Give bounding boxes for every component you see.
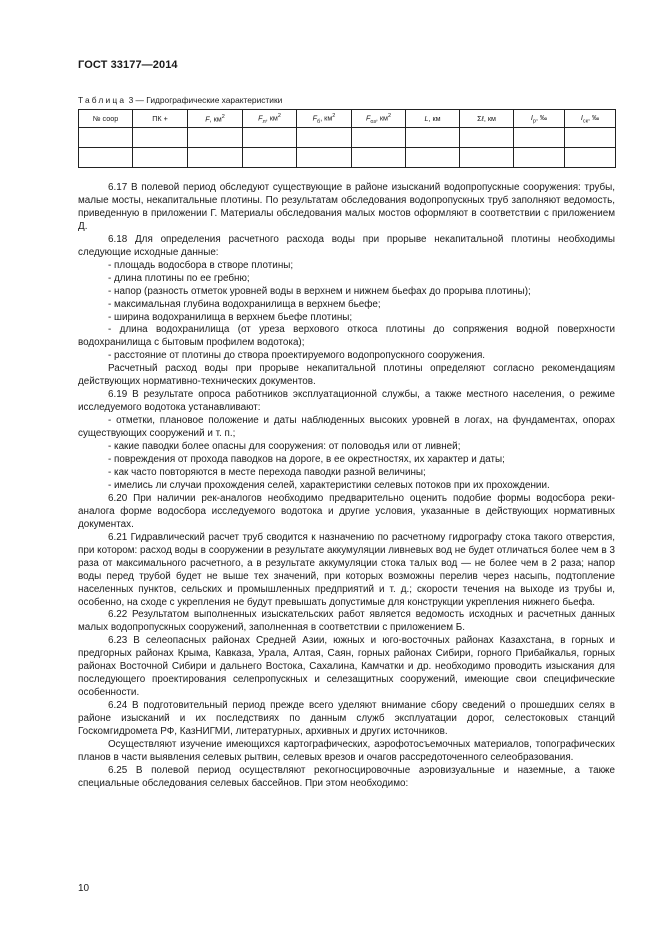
- col-header-swamp-area: $F_б$, $км^2$: [297, 110, 352, 128]
- table-cell: [460, 128, 514, 148]
- paragraph: Расчетный расход воды при прорыве некапитальной плотины определяют согласно рекомендациям действующих нормативно-технических документов.: [78, 363, 615, 388]
- paragraph: 6.21 Гидравлический расчет труб сводится к назначению по расчетному гидрографу стока такого отверстия, при котором: расход воды в сооружении в результате аккумуляции ливневых вод не будет отличаться более чем в 3 раза от максимального расчетного, а в результате аккумуляции стока талых вод — не более чем в 2 раза; напор воды перед трубой будет не выше тех значений, при которых возможны перелив через насыпь, подтопление населенных пунктов, сельских и промышленных предприятий и т. д.; скорости течения на выходе из трубы и, особенно, на сходе с укрепления не будут превышать допустимые для конструкции укрепления нижнего бьефа.: [78, 531, 615, 608]
- table-cell: [243, 148, 297, 168]
- col-header-length: L, км: [406, 110, 460, 128]
- table-cell: [565, 148, 616, 168]
- list-item: - напор (разность отметок уровней воды в верхнем и нижнем бьефах до прорыва плотины);: [108, 285, 531, 297]
- col-header-picket: ПК +: [133, 110, 188, 128]
- col-header-catchment-area: F, $км^2$: [188, 110, 243, 128]
- table-cell: [133, 148, 188, 168]
- body-text: [78, 182, 615, 791]
- table-cell: [460, 148, 514, 168]
- table-cell: [243, 128, 297, 148]
- paragraph: 6.24 В подготовительный период прежде всего уделяют внимание сбору сведений о прошедших селях в районе изысканий и их последствиях по данным служб эксплуатации дорог, селестоковых станций Госкомгидромета РФ, КазНИГМИ, литературных, архивных и других источников.: [78, 700, 615, 738]
- table-cell: [514, 148, 565, 168]
- list-item: - имелись ли случаи прохождения селей, характеристики селевых потоков при их прохождении.: [108, 479, 550, 491]
- col-header-sum-length: Σℓ, км: [460, 110, 514, 128]
- paragraph: 6.22 Результатом выполненных изыскательских работ является ведомость исходных и расчетных данных малых водопропускных сооружений, заполненная в соответствии с приложением Б.: [78, 609, 615, 634]
- table-header-row: [79, 110, 616, 128]
- page-number: 10: [78, 883, 90, 894]
- paragraph: 6.19 В результате опроса работников эксплуатационной службы, а также местного населения, о режиме исследуемого водотока устанавливают:: [78, 389, 615, 414]
- table-cell: [79, 148, 133, 168]
- list-item: - расстояние от плотины до створа проектируемого водопропускного сооружения.: [108, 350, 486, 362]
- table-cell: [297, 148, 352, 168]
- table-cell: [188, 128, 243, 148]
- list-item: - как часто повторяются в месте перехода паводки разной величины;: [108, 466, 426, 478]
- hydrographic-table: [78, 109, 616, 168]
- table-cell: [133, 128, 188, 148]
- list-item: - максимальная глубина водохранилища в верхнем бьефе;: [108, 298, 381, 310]
- table-cell: [406, 128, 460, 148]
- col-header-lake-area: $F_{оз}$, $км^2$: [352, 110, 406, 128]
- list-item: - повреждения от прохода паводков на дороге, в ее окрестностях, их характер и даты;: [108, 454, 505, 466]
- table-cell: [406, 148, 460, 168]
- table-cell: [352, 128, 406, 148]
- paragraph: 6.17 В полевой период обследуют существующие в районе изысканий водопропускные сооружения: трубы, малые мосты, некапитальные плотины. По результатам обследования водопропускных труб заполняют ведомость, приведенную в приложении Г. Материалы обследования малых мостов оформляют в соответствии с приложением Д.: [78, 182, 615, 232]
- table-cell: [565, 128, 616, 148]
- col-header-structure-number: № соор: [79, 110, 133, 128]
- table-row: [79, 128, 616, 148]
- col-header-river-slope: $I_р$, ‰: [514, 110, 565, 128]
- table-cell: [514, 128, 565, 148]
- list-item: - длина плотины по ее гребню;: [108, 272, 250, 284]
- table-caption-title: 3 — Гидрографические характеристики: [126, 95, 283, 105]
- table-cell: [352, 148, 406, 168]
- list-item: - какие паводки более опасны для сооружения: от половодья или от ливней;: [108, 441, 461, 453]
- table-cell: [188, 148, 243, 168]
- paragraph: Осуществляют изучение имеющихся картографических, аэрофотосъемочных материалов, топографических планов в части выявления селевых рытвин, селевых врезов и очагов рассредоточенного селеобразования.: [78, 738, 615, 763]
- table-caption-word: Таблица: [78, 95, 127, 105]
- table-cell: [79, 128, 133, 148]
- list-item: - ширина водохранилища в верхнем бьефе плотины;: [108, 311, 353, 323]
- list-item: - длина водохранилища (от уреза верхового откоса плотины до сопряжения водной поверхности водохранилища с бытовым профилем водотока);: [78, 324, 615, 349]
- col-header-slope-gradient: $I_{ск}$, ‰: [565, 110, 616, 128]
- paragraph: 6.18 Для определения расчетного расхода воды при прорыве некапитальной плотины необходимы следующие исходные данные:: [78, 233, 615, 258]
- paragraph: 6.25 В полевой период осуществляют рекогносцировочные аэровизуальные и наземные, а также специальные обследования селевых бассейнов. При этом необходимо:: [78, 764, 615, 789]
- col-header-forest-area: $F_л$, $км^2$: [243, 110, 297, 128]
- paragraph: 6.20 При наличии рек-аналогов необходимо предварительно оценить подобие формы водосбора реки-аналога форме водосбора исследуемого водотока и другие условия, указанные в действующих нормативных документах.: [78, 492, 615, 530]
- table-caption: [78, 95, 282, 105]
- paragraph: 6.23 В селеопасных районах Средней Азии, южных и юго-восточных районах Казахстана, в горных и предгорных районах Крыма, Кавказа, Урала, Алтая, Саян, горных районах Сибири, горного Прибайкалья, горных районах Восточной Сибири и дальнего Востока, Сахалина, Камчатки и др. необходимо проводить изыскания для последующего проектирования селепропускных и селезащитных сооружений, имеющие свои специфические особенности.: [78, 635, 615, 699]
- document-header: ГОСТ 33177—2014: [78, 59, 178, 71]
- table-cell: [297, 128, 352, 148]
- list-item: - площадь водосбора в створе плотины;: [108, 259, 294, 271]
- list-item: - отметки, плановое положение и даты наблюденных высоких уровней в логах, на фундаментах, опорах существующих сооружений и т. п.;: [78, 415, 615, 440]
- table-row: [79, 148, 616, 168]
